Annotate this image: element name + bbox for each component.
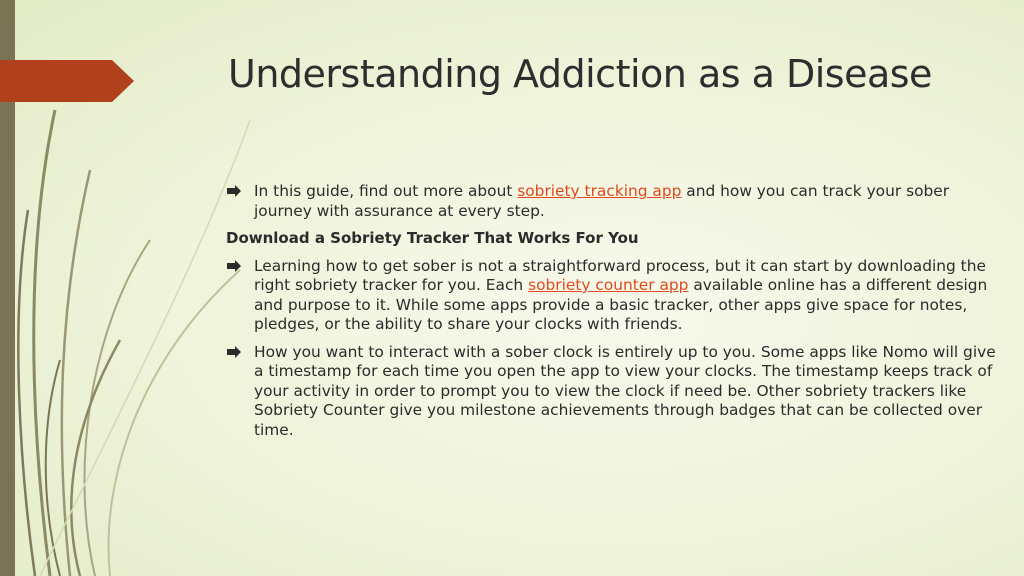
bullet-1-text-after: and how you can track your sober journey with assurance at every step.	[254, 182, 950, 220]
bullet-item-3	[226, 343, 996, 441]
bullet-1-text-before: In this guide, find out more about	[254, 182, 518, 200]
arrow-right-icon	[226, 345, 242, 359]
arrow-right-icon	[226, 184, 242, 198]
bullet-item-2	[226, 257, 996, 335]
title-accent-tab	[0, 60, 134, 102]
bullet-2-text-after: available online has a different design and purpose to it. While some apps provide a basic tracker, other apps give space for notes, pledges, or the ability to share your clocks with friends.	[254, 276, 988, 333]
sobriety-counter-app-link[interactable]: sobriety counter app	[528, 276, 689, 294]
bullet-item-1	[226, 182, 996, 221]
bullet-3-text: How you want to interact with a sober clock is entirely up to you. Some apps like Nomo will give a timestamp for each time you open the app to view your clocks. The timestamp keeps track of your activity in order to prompt you to view the clock if need be. Other sobriety trackers like Sobriety Counter give you milestone achievements through badges that can be collected over time.	[254, 342, 996, 439]
slide-content	[226, 182, 996, 448]
section-heading: Download a Sobriety Tracker That Works For You	[226, 229, 639, 247]
slide-title: Understanding Addiction as a Disease	[228, 52, 932, 96]
bullet-2-text-before: Learning how to get sober is not a straightforward process, but it can start by downloading the right sobriety tracker for you. Each	[254, 256, 986, 294]
arrow-right-icon	[226, 259, 242, 273]
sobriety-tracking-app-link[interactable]: sobriety tracking app	[517, 182, 682, 200]
